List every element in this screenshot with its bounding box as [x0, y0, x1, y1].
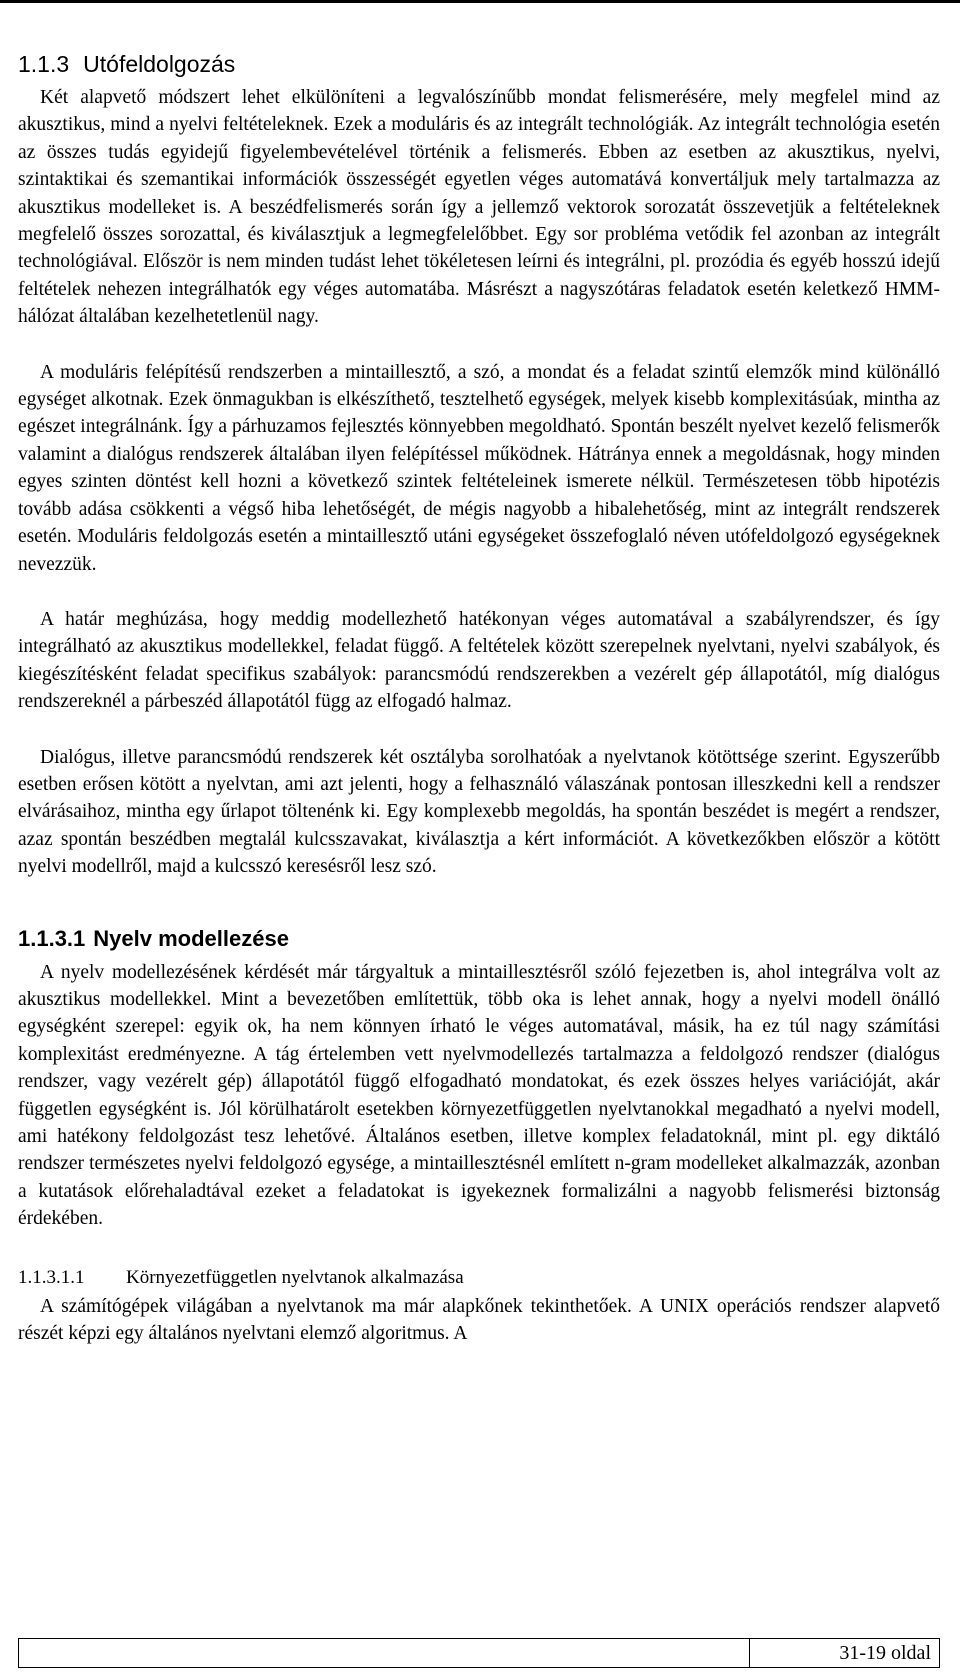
paragraph: A nyelv modellezésének kérdését már tárgyaltuk a mintaillesztésről szóló fejezetben is, ahol integrálva volt az akusztikus modellekkel. Mint a bevezetőben említettük, több oka is lehet annak, hogy a nyelvi modell önálló egységként szerepel: egyik ok, ha nem könnyen írható le véges automatával, másik, ha ez túl nagy számítási komplexitást eredményezne. A tág értelemben vett nyelvmodellezés tartalmazza a feldolgozó rendszer (dialógus rendszer, vagy vezérelt gép) állapotától függő elfogadható mondatokat, és ezek összes helyes variációját, akár független egységként is. Jól körülhatárolt esetekben környezetfüggetlen nyelvtanokkal megadható a nyelvi modell, ami hatékony feldolgozást tesz lehetővé. Általános esetben, illetve komplex feladatoknál, mint pl. egy diktáló rendszer természetes nyelvi feldolgozó egysége, a mintaillesztésnél említett n-gram modelleket alkalmazzák, azonban a kutatások előrehaladtával ezeket a feladatokat is igyekeznek formalizálni a nagyobb felismerési biztonság érdekében.: [18, 961, 940, 1230]
footer-divider: [749, 1639, 750, 1667]
section-heading: [18, 48, 940, 80]
paragraph: Dialógus, illetve parancsmódú rendszerek két osztályba sorolhatóak a nyelvtanok kötöttsége szerint. Egyszerűbb esetben erősen kötött a nyelvtan, ami azt jelenti, hogy a felhasználó válaszának pontosan illeszkedni kell a rendszer elvárásaihoz, mintha egy űrlapot töltenénk ki. Egy komplexebb megoldás, ha spontán beszédet is megért a rendszer, azaz spontán beszédben megtalál kulcsszavakat, kiválasztja a kért információt. A következőkben először a kötött nyelvi modellről, majd a kulcsszó keresésről lesz szó.: [18, 746, 940, 878]
paragraph: A számítógépek világában a nyelvtanok ma már alapkőnek tekinthetőek. A UNIX operációs rendszer alapvető részét képzi egy általános nyelvtani elemző algoritmus. A: [18, 1295, 940, 1345]
page-footer: [18, 1638, 940, 1668]
section-number: 1.1.3: [18, 51, 70, 77]
subsubsection-number: 1.1.3.1.1: [18, 1266, 85, 1288]
subsubsection-heading: [18, 1265, 940, 1291]
subsection-title: Nyelv modellezése: [93, 925, 289, 951]
subsection-heading: [18, 923, 940, 955]
subsubsection-title: Környezetfüggetlen nyelvtanok alkalmazása: [126, 1266, 464, 1288]
paragraph: A határ meghúzása, hogy meddig modellezhető hatékonyan véges automatával a szabályrendszer, és így integrálható az akusztikus modellekkel, feladat függő. A feltételek között szerepelnek nyelvtani, nyelvi szabályok, és kiegészítésként feladat specifikus szabályok: parancsmódú rendszerekben a vezérelt gép állapotától, míg dialógus rendszereknél a párbeszéd állapotától függ az elfogadó halmaz.: [18, 608, 940, 713]
paragraph: Két alapvető módszert lehet elkülöníteni a legvalószínűbb mondat felismerésére, mely megfelel mind az akusztikus, mind a nyelvi feltételeknek. Ezek a moduláris és az integrált technológiák. Az integrált technológia esetén az összes tudás egyidejű figyelembevételével történik a felismerés. Ebben az esetben az akusztikus, nyelvi, szintaktikai és szemantikai információk összességét egyetlen véges automatává konvertáljuk mely tartalmazza az akusztikus modelleket is. A beszédfelismerés során így a jellemző vektorok sorozatát összevetjük a feltételeknek megfelelő összes sorozattal, és kiválasztjuk a legmegfelelőbbet. Egy sor probléma vetődik fel azonban az integrált technológiával. Először is nem minden tudást lehet tökéletesen leírni és integrálni, pl. prozódia és egyéb hosszú idejű feltételek nehezen integrálhatók egy véges automatába. Másrészt a nagyszótáras feladatok esetén keletkező HMM-hálózat általában kezelhetetlenül nagy.: [18, 87, 940, 328]
top-rule: [0, 0, 960, 3]
document-page: [18, 48, 940, 1347]
page-number: 31-19 oldal: [839, 1642, 931, 1664]
section-title: Utófeldolgozás: [83, 51, 236, 77]
paragraph: A moduláris felépítésű rendszerben a mintaillesztő, a szó, a mondat és a feladat szintű elemzők mind különálló egységet alkotnak. Ezek önmagukban is elkészíthető, tesztelhető egységek, melyek kisebb komplexitásúak, mintha az egészet integrálnánk. Így a párhuzamos fejlesztés könnyebben megoldható. Spontán beszélt nyelvet kezelő felismerők valamint a dialógus rendszerek általában ilyen felépítéssel működnek. Hátránya ennek a megoldásnak, hogy minden egyes szinten döntést kell hozni a következő szintek feltételeinek ismerete nélkül. Természetesen több hipotézis tovább adása csökkenti a végső hiba lehetőségét, de mégis nagyobb a hibalehetőség, mint az integrált rendszerek esetén. Moduláris feldolgozás esetén a mintaillesztő utáni egységeket összefoglaló néven utófeldolgozó egységeknek nevezzük.: [18, 361, 940, 575]
subsection-number: 1.1.3.1: [18, 925, 86, 951]
